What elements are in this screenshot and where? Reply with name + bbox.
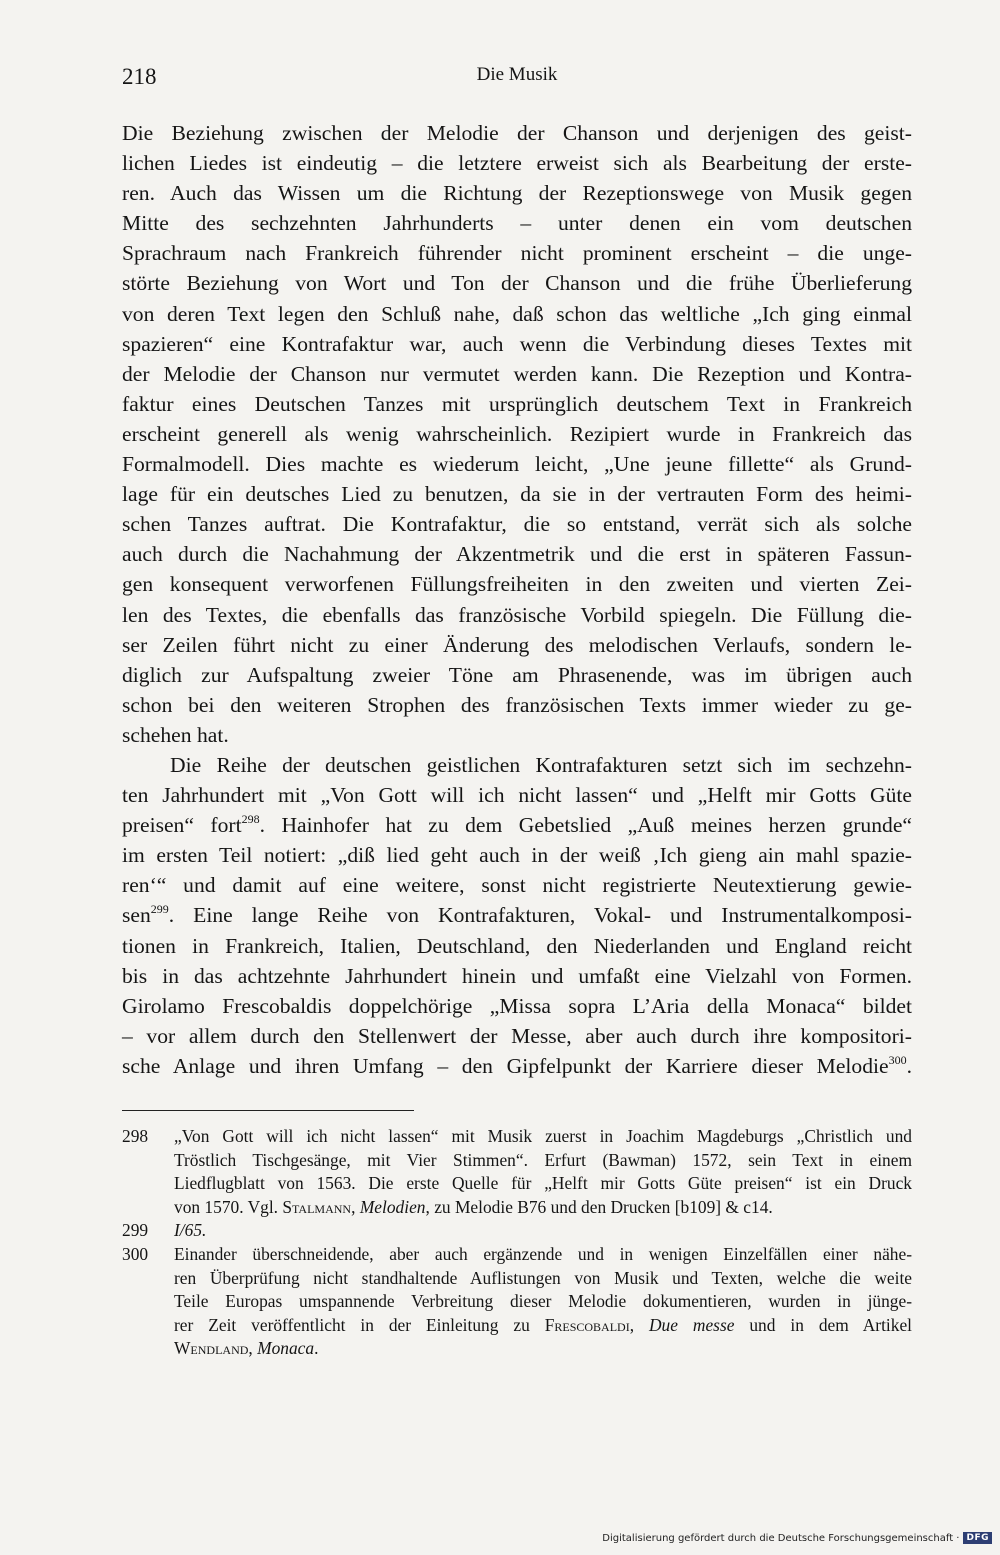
footnote-line: Teile Europas umspannende Verbreitung dieser Melodie dokumentieren, wurden in jünge- bbox=[174, 1291, 912, 1312]
text-line: lage für ein deutsches Lied zu benutzen, da sie in der vertrauten Form des heimi- bbox=[122, 482, 912, 507]
text-line: – vor allem durch den Stellenwert der Messe, aber auch durch ihre kompositori- bbox=[122, 1023, 912, 1048]
text-line: ser Zeilen führt nicht zu einer Änderung des melodischen Verlaufs, sondern le- bbox=[122, 632, 912, 657]
text-line: störte Beziehung von Wort und Ton der Chanson und die frühe Überlieferung bbox=[122, 271, 912, 296]
work-title: Monaca bbox=[257, 1338, 315, 1359]
text-segment: preisen“ fort bbox=[122, 813, 242, 838]
work-title: Melodien bbox=[359, 1196, 426, 1217]
footnote-line bbox=[174, 1337, 912, 1361]
footnote-text: , zu Melodie B76 und den Drucken [b109] & c14. bbox=[425, 1196, 773, 1217]
text-line bbox=[122, 810, 912, 840]
footnote-text: und in dem Artikel bbox=[734, 1314, 912, 1335]
text-line: Sprachraum nach Frankreich führender nicht prominent erscheint – die unge- bbox=[122, 241, 912, 266]
text-line: im ersten Teil notiert: „diß lied geht auch in der weiß ‚Ich gieng ain mahl spazie- bbox=[122, 843, 912, 868]
digitization-credit bbox=[602, 1532, 992, 1544]
text-line bbox=[122, 900, 912, 930]
footnote-number: 298 bbox=[122, 1126, 149, 1146]
footnote-marker-299[interactable]: 299 bbox=[150, 902, 169, 917]
text-line: spazieren“ eine Kontrafaktur war, auch wenn die Verbindung dieses Textes mit bbox=[122, 331, 912, 356]
work-title: Due messe bbox=[649, 1314, 735, 1335]
author-name: Frescobaldi bbox=[544, 1314, 630, 1335]
text-line: bis in das achtzehnte Jahrhundert hinein und umfaßt eine Vielzahl von Formen. bbox=[122, 963, 912, 988]
footnotes bbox=[122, 1125, 912, 1361]
text-line: lichen Liedes ist eindeutig – die letztere erweist sich als Bearbeitung der erste- bbox=[122, 151, 912, 176]
text-line: schon bei den weiteren Strophen des französischen Texts immer wieder zu ge- bbox=[122, 692, 912, 717]
page-number: 218 bbox=[122, 64, 157, 89]
footnote-marker-300[interactable]: 300 bbox=[888, 1052, 907, 1067]
running-head: Die Musik bbox=[476, 64, 558, 85]
text-segment: sen bbox=[122, 903, 151, 928]
text-line: Mitte des sechzehnten Jahrhunderts – unter denen ein vom deutschen bbox=[122, 211, 912, 236]
text-segment: . Hainhofer hat zu dem Gebetslied „Auß meines herzen grunde“ bbox=[259, 813, 912, 838]
text-line: schehen hat. bbox=[122, 722, 229, 747]
footnote-line: Tröstlich Tischgesänge, mit Vier Stimmen“. Erfurt (Bawman) 1572, sein Text in einem bbox=[174, 1149, 912, 1170]
main-text bbox=[122, 118, 912, 1081]
dfg-logo: DFG bbox=[963, 1532, 992, 1544]
footnote-text: , bbox=[248, 1338, 258, 1359]
footnote-line: „Von Gott will ich nicht lassen“ mit Musik zuerst in Joachim Magdeburgs „Christlich und bbox=[174, 1126, 912, 1146]
text-line: auch durch die Nachahmung der Akzentmetrik und die erst in späteren Fassun- bbox=[122, 542, 912, 567]
text-line: Girolamo Frescobaldis doppelchörige „Missa sopra L’Aria della Monaca“ bildet bbox=[122, 993, 912, 1018]
text-line: gen konsequent verworfenen Füllungsfreiheiten in den zweiten und vierten Zei- bbox=[122, 572, 912, 597]
footnote-number: 299 bbox=[122, 1220, 149, 1241]
text-line: schen Tanzes auftrat. Die Kontrafaktur, die so entstand, verrät sich als solche bbox=[122, 512, 912, 537]
footnote-line: Liedflugblatt von 1563. Die erste Quelle für „Helft mir Gotts Güte preisen“ ist ein Druck bbox=[174, 1173, 912, 1194]
footnote-number: 300 bbox=[122, 1243, 149, 1264]
text-line: len des Textes, die ebenfalls das französische Vorbild spiegeln. Die Füllung die- bbox=[122, 602, 912, 627]
footnote-line: I/65. bbox=[174, 1220, 207, 1241]
text-line: von deren Text legen den Schluß nahe, daß schon das weltliche „Ich ging einmal bbox=[122, 301, 912, 326]
footnote-line: Einander überschneidende, aber auch ergänzende und in wenigen Einzelfällen einer nähe- bbox=[174, 1243, 912, 1264]
text-line: ten Jahrhundert mit „Von Gott will ich nicht lassen“ und „Helft mir Gotts Güte bbox=[122, 783, 912, 808]
text-line: diglich zur Aufspaltung zweier Töne am Phrasenende, was im übrigen auch bbox=[122, 662, 912, 687]
footnote-300 bbox=[122, 1243, 912, 1361]
text-line: faktur eines Deutschen Tanzes mit ursprünglich deutschem Text in Frankreich bbox=[122, 391, 912, 416]
author-name: Stalmann bbox=[282, 1196, 352, 1217]
footnote-text: , bbox=[351, 1196, 360, 1217]
footnote-text: von 1570. Vgl. bbox=[174, 1196, 283, 1217]
footnote-marker-298[interactable]: 298 bbox=[241, 812, 260, 827]
text-segment: . bbox=[906, 1053, 912, 1078]
page-header bbox=[122, 64, 912, 96]
author-name: Wendland bbox=[174, 1338, 249, 1359]
text-line: der Melodie der Chanson nur vermutet werden kann. Die Rezeption und Kontra- bbox=[122, 361, 912, 386]
text-line: Formalmodell. Dies machte es wiederum leicht, „Une jeune fillette“ als Grund- bbox=[122, 452, 912, 477]
text-line: ren‘“ und damit auf eine weitere, sonst nicht registrierte Neutextierung gewie- bbox=[122, 873, 912, 898]
footnote-298 bbox=[122, 1125, 912, 1219]
footnote-line bbox=[174, 1196, 912, 1220]
footnote-separator bbox=[122, 1110, 414, 1111]
text-segment: . Eine lange Reihe von Kontrafakturen, Vokal- und Instrumentalkomposi- bbox=[168, 903, 912, 928]
text-line: tionen in Frankreich, Italien, Deutschland, den Niederlanden und England reicht bbox=[122, 933, 912, 958]
footnote-text: , bbox=[629, 1314, 649, 1335]
credit-text: Digitalisierung gefördert durch die Deutsche Forschungsgemeinschaft · bbox=[602, 1532, 960, 1544]
footnote-299 bbox=[122, 1219, 912, 1243]
footnote-text: rer Zeit veröffentlicht in der Einleitung zu bbox=[174, 1314, 545, 1335]
text-line: erscheint generell als wenig wahrscheinlich. Rezipiert wurde in Frankreich das bbox=[122, 421, 912, 446]
text-line: Die Reihe der deutschen geistlichen Kontrafakturen setzt sich im sechzehn- bbox=[170, 752, 912, 777]
footnote-line bbox=[174, 1314, 912, 1338]
footnote-text: . bbox=[314, 1338, 319, 1359]
text-line: ren. Auch das Wissen um die Richtung der Rezeptionswege von Musik gegen bbox=[122, 181, 912, 206]
footnote-line: ren Überprüfung nicht standhaltende Auflistungen von Musik und Texten, welche die weite bbox=[174, 1267, 912, 1288]
text-segment: sche Anlage und ihren Umfang – den Gipfelpunkt der Karriere dieser Melodie bbox=[122, 1053, 889, 1078]
text-line bbox=[122, 1051, 912, 1081]
text-line: Die Beziehung zwischen der Melodie der Chanson und derjenigen des geist- bbox=[122, 121, 912, 145]
